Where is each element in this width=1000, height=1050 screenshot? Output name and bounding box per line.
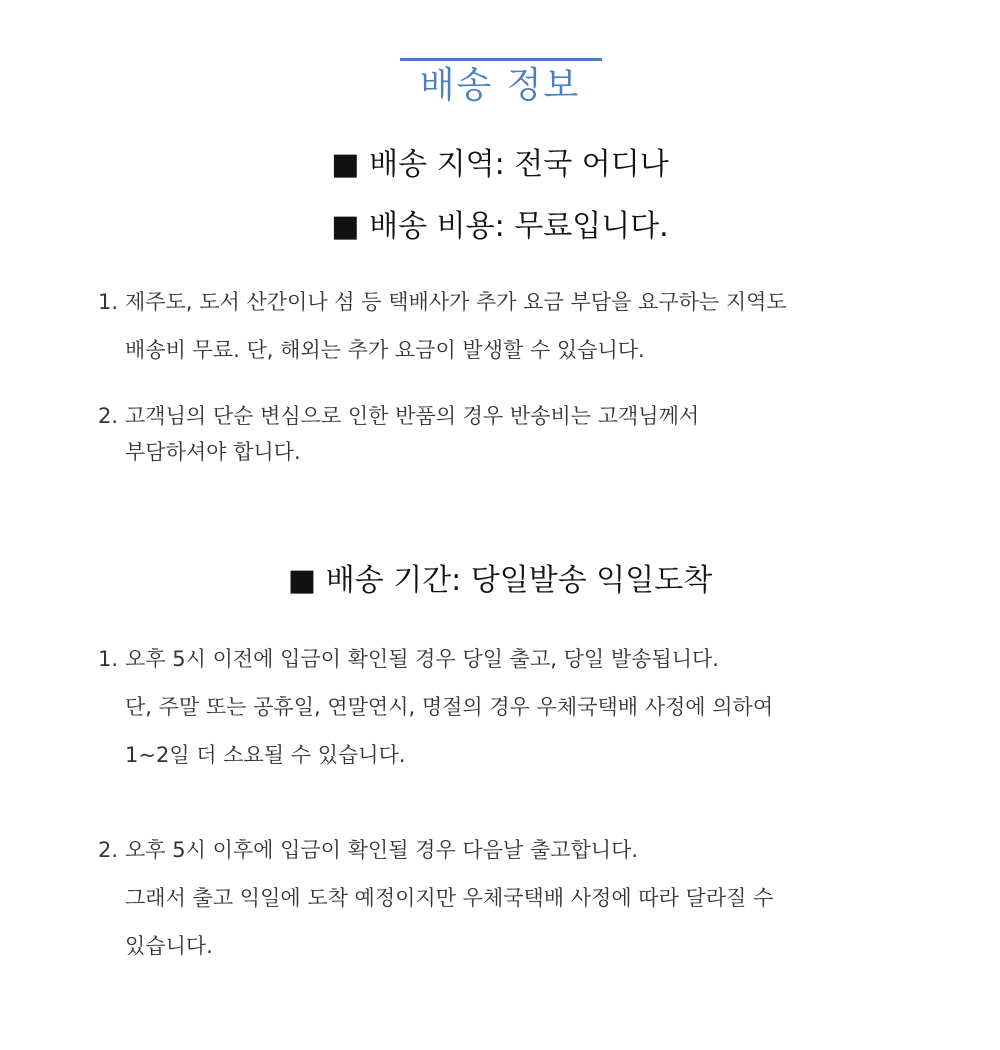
list-number: 1. bbox=[98, 290, 119, 314]
list-number: 2. bbox=[98, 404, 119, 428]
note-line: 1~2일 더 소요될 수 있습니다. bbox=[125, 743, 406, 767]
note-line: 그래서 출고 익일에 도착 예정이지만 우체국택배 사정에 따라 달라질 수 bbox=[125, 886, 774, 910]
shipping-region-heading: ■ 배송 지역: 전국 어디나 bbox=[331, 147, 669, 182]
note-line: 오후 5시 이전에 입금이 확인될 경우 당일 출고, 당일 발송됩니다. bbox=[125, 647, 719, 671]
period-note-2 bbox=[98, 826, 938, 970]
note-line: 있습니다. bbox=[125, 934, 213, 958]
note-line: 부담하셔야 합니다. bbox=[125, 440, 301, 464]
list-number: 1. bbox=[98, 647, 119, 671]
note-line: 배송비 무료. 단, 해외는 추가 요금이 발생할 수 있습니다. bbox=[125, 338, 645, 362]
period-note-1 bbox=[98, 635, 938, 779]
shipping-cost-heading: ■ 배송 비용: 무료입니다. bbox=[331, 209, 669, 244]
note-line: 오후 5시 이후에 입금이 확인될 경우 다음날 출고합니다. bbox=[125, 838, 639, 862]
cost-note-2 bbox=[98, 398, 938, 470]
note-line: 단, 주말 또는 공휴일, 연말연시, 명절의 경우 우체국택배 사정에 의하여 bbox=[125, 695, 774, 719]
note-line: 제주도, 도서 산간이나 섬 등 택배사가 추가 요금 부담을 요구하는 지역도 bbox=[125, 290, 787, 314]
page-title: 배송 정보 bbox=[419, 65, 581, 106]
cost-note-1 bbox=[98, 278, 938, 374]
shipping-period-heading: ■ 배송 기간: 당일발송 익일도착 bbox=[287, 563, 713, 598]
title-underline bbox=[400, 58, 602, 61]
list-number: 2. bbox=[98, 838, 119, 862]
note-line: 고객님의 단순 변심으로 인한 반품의 경우 반송비는 고객님께서 bbox=[125, 404, 700, 428]
